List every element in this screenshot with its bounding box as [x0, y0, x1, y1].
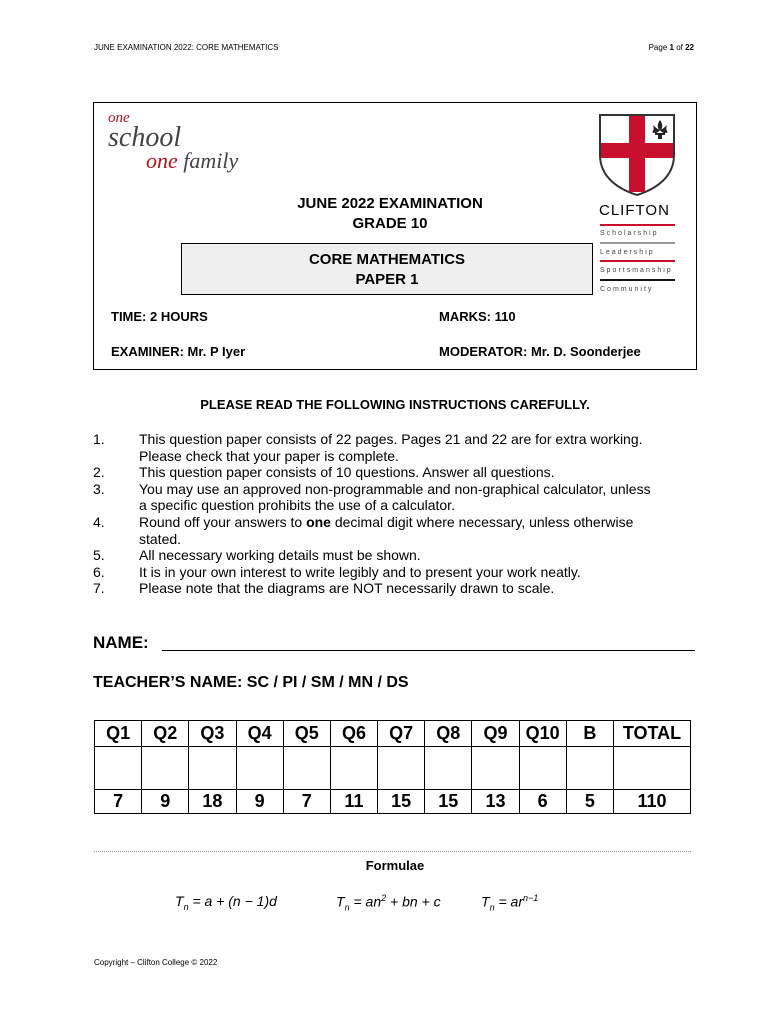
score-cell[interactable]	[378, 747, 425, 790]
score-cell[interactable]	[95, 747, 142, 790]
max-mark-cell: 5	[566, 790, 613, 814]
marks-header-cell: Q3	[189, 721, 236, 747]
marks-header-cell: Q8	[425, 721, 472, 747]
instructions-list	[93, 431, 697, 597]
score-cell[interactable]	[236, 747, 283, 790]
grade-label: GRADE 10	[352, 215, 428, 232]
marks-score-row	[95, 747, 691, 790]
marks-header-cell: Q4	[236, 721, 283, 747]
marks-header-cell: Q9	[472, 721, 519, 747]
copyright-footer: Copyright – Clifton College © 2022	[94, 958, 218, 967]
subject-box	[181, 243, 593, 295]
marks-total-row	[95, 790, 691, 814]
marks-header-row	[95, 721, 691, 747]
school-name: CLIFTON	[599, 202, 670, 219]
max-mark-cell: 110	[614, 790, 691, 814]
logo-tag-scholarship: Scholarship	[600, 230, 659, 237]
score-cell[interactable]	[283, 747, 330, 790]
score-cell[interactable]	[472, 747, 519, 790]
page-number: Page 1 of 22	[648, 43, 694, 52]
moderator-label: MODERATOR: Mr. D. Soonderjee	[439, 344, 641, 359]
max-mark-cell: 18	[189, 790, 236, 814]
marks-header-cell: Q2	[142, 721, 189, 747]
formula-quadratic: $T_n = an^2$ + bn + c	[336, 893, 441, 913]
formulae-title: Formulae	[365, 858, 425, 873]
marks-header-cell: Q10	[519, 721, 566, 747]
marks-header-cell: Q1	[95, 721, 142, 747]
marks-header-cell: B	[566, 721, 613, 747]
max-mark-cell: 9	[142, 790, 189, 814]
score-cell[interactable]	[330, 747, 377, 790]
name-label: NAME:	[93, 633, 149, 652]
instruction-item: 2. This question paper consists of 10 questions. Answer all questions.	[93, 464, 555, 481]
logo-bar-red	[600, 224, 675, 226]
school-motto-logo: one school one family	[108, 110, 239, 173]
name-write-line[interactable]	[162, 650, 695, 651]
time-label: TIME: 2 HOURS	[111, 309, 208, 324]
subject-title: CORE MATHEMATICS	[308, 251, 466, 268]
instruction-item: 7. Please note that the diagrams are NOT necessarily drawn to scale.	[93, 580, 555, 597]
exam-title: JUNE 2022 EXAMINATION	[297, 195, 483, 212]
paper-label: PAPER 1	[355, 271, 419, 288]
score-cell[interactable]	[425, 747, 472, 790]
instruction-item: 4. Round off your answers to one decimal digit where necessary, unless otherwise stated.	[93, 513, 634, 547]
clifton-crest-icon	[598, 113, 676, 197]
max-mark-cell: 7	[283, 790, 330, 814]
instruction-item: 1. This question paper consists of 22 pages. Pages 21 and 22 are for extra working. Please check that your paper is complete.	[93, 431, 643, 464]
logo-bar-grey	[600, 242, 675, 244]
score-cell[interactable]	[189, 747, 236, 790]
marks-header-cell: Q7	[378, 721, 425, 747]
max-mark-cell: 7	[95, 790, 142, 814]
max-mark-cell: 15	[378, 790, 425, 814]
running-header-title: JUNE EXAMINATION 2022: CORE MATHEMATICS	[94, 43, 279, 52]
score-cell[interactable]	[614, 747, 691, 790]
teacher-name-label: TEACHER’S NAME: SC / PI / SM / MN / DS	[93, 674, 409, 691]
formula-geometric: $T_n = ar^{n-1}$	[481, 893, 539, 913]
instruction-item: 6. It is in your own interest to write legibly and to present your work neatly.	[93, 563, 581, 580]
marks-label: MARKS: 110	[439, 309, 516, 324]
logo-bar-black	[600, 279, 675, 281]
logo-tag-leadership: Leadership	[600, 249, 655, 256]
instruction-item: 3. You may use an approved non-programmable and non-graphical calculator, unless a specific question prohibits the use of a calculator.	[93, 480, 651, 514]
max-mark-cell: 6	[519, 790, 566, 814]
max-mark-cell: 15	[425, 790, 472, 814]
instructions-title: PLEASE READ THE FOLLOWING INSTRUCTIONS CAREFULLY.	[200, 397, 590, 412]
logo-bar-red-2	[600, 260, 675, 262]
formula-arithmetic: $T_n = a + (n - 1)d$	[175, 893, 277, 912]
max-mark-cell: 11	[330, 790, 377, 814]
examiner-label: EXAMINER: Mr. P Iyer	[111, 344, 246, 359]
marks-header-cell: TOTAL	[614, 721, 691, 747]
logo-tag-community: Community	[600, 286, 654, 293]
marks-table	[94, 720, 691, 814]
marks-header-cell: Q5	[283, 721, 330, 747]
max-mark-cell: 9	[236, 790, 283, 814]
instruction-item: 5. All necessary working details must be shown.	[93, 547, 421, 564]
marks-header-cell: Q6	[330, 721, 377, 747]
score-cell[interactable]	[142, 747, 189, 790]
max-mark-cell: 13	[472, 790, 519, 814]
score-cell[interactable]	[566, 747, 613, 790]
score-cell[interactable]	[519, 747, 566, 790]
logo-tag-sportsmanship: Sportsmanship	[600, 267, 673, 274]
dotted-divider	[94, 851, 691, 852]
